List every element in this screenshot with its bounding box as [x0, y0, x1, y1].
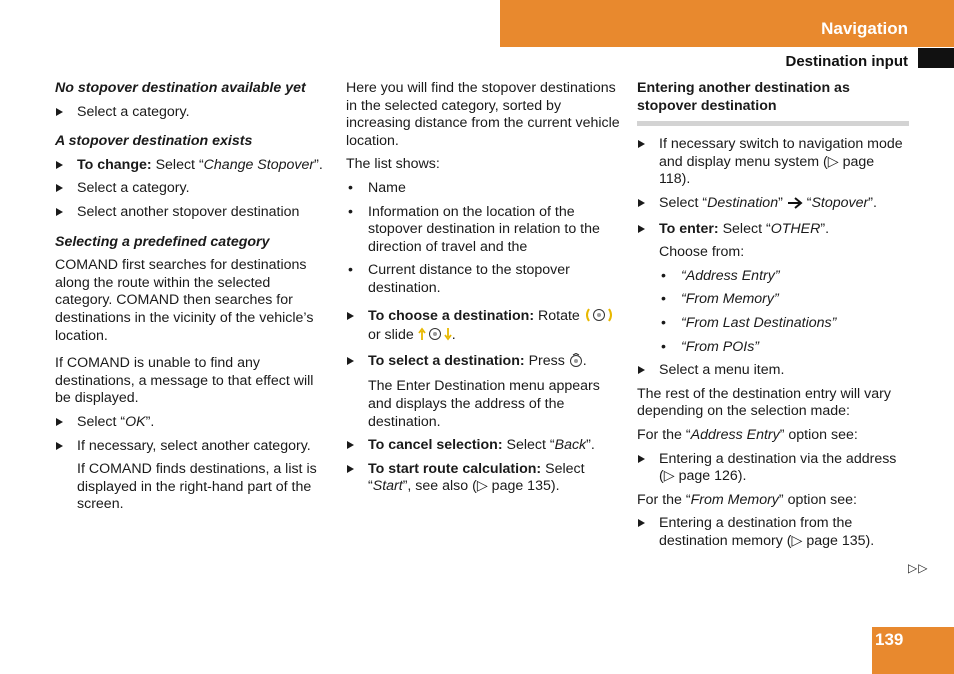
arrow-right-icon [787, 197, 803, 215]
step-select-destination-stopover: Select “Destination” “Stopover”. [637, 195, 909, 215]
paragraph-choose-from: Choose from: [659, 244, 745, 261]
option-from-pois: • “From POIs” [661, 338, 760, 355]
subheading-stopover-exists: A stopover destination exists [55, 133, 253, 150]
paragraph-stopover-list: Here you will find the stopover destinations in the selected category, sorted by increasing distance from the current vehicle location. [346, 80, 620, 149]
press-controller-icon [569, 353, 583, 373]
page-number: 139 [875, 630, 904, 649]
paragraph-comand-searches: COMAND first searches for destinations along the route within the selected category. COMAND then searches for destinations in the vicinity of the vehicle’s location. [55, 257, 314, 344]
subheading-predefined-category: Selecting a predefined category [55, 233, 270, 250]
step-select-category-2: Select a category. [55, 180, 330, 198]
step-to-enter: To enter: Select “OTHER”. [637, 221, 909, 239]
paragraph-address-entry-option: For the “Address Entry” option see: [637, 426, 858, 443]
step-select-ok: Select “OK”. [55, 414, 330, 432]
header-title: Navigation [821, 19, 908, 38]
list-item-location-info: • Information on the location of the stopover destination in relation to the direction of travel and the [348, 203, 600, 255]
step-cancel-selection: To cancel selection: Select “Back”. [346, 437, 621, 455]
step-select-destination: To select a destination: Press . [346, 353, 621, 373]
paragraph-unable-to-find: If COMAND is unable to find any destinations, a message to that effect will be displayed. [55, 355, 314, 407]
paragraph-rest-of-entry: The rest of the destination entry will vary depending on the selection made: [637, 385, 891, 420]
step-entering-from-memory: Entering a destination from the destination memory (▷ page 135). [637, 515, 909, 550]
step-to-change: To change: Select “Change Stopover”. [55, 157, 330, 175]
slide-controller-icon [418, 327, 452, 347]
list-item-distance: • Current distance to the stopover destination. [348, 262, 570, 296]
option-from-last-destinations: • “From Last Destinations” [661, 314, 837, 331]
option-address-entry: • “Address Entry” [661, 267, 780, 284]
paragraph-list-displayed: If COMAND finds destinations, a list is displayed in the right-hand part of the screen. [77, 461, 317, 513]
step-select-category: Select a category. [55, 104, 330, 122]
column-2 [346, 80, 621, 502]
paragraph-enter-destination-menu: The Enter Destination menu appears and displays the address of the destination. [368, 378, 600, 430]
option-from-memory: • “From Memory” [661, 291, 779, 308]
step-select-another-category: If necessary, select another category. [55, 438, 330, 456]
column-1 [55, 80, 330, 520]
column-3 [637, 80, 909, 556]
list-item-name: • Name [348, 179, 406, 196]
step-select-menu-item: Select a menu item. [637, 362, 909, 380]
paragraph-from-memory-option: For the “From Memory” option see: [637, 491, 857, 508]
subheading-no-stopover: No stopover destination available yet [55, 80, 306, 96]
step-select-another-stopover: Select another stopover destination [55, 204, 330, 222]
step-entering-via-address: Entering a destination via the address (▷ page 126). [637, 451, 909, 486]
section-tab-marker [918, 48, 954, 68]
continue-marker: ▷▷ [908, 561, 929, 575]
section-title: Destination input [785, 53, 908, 70]
rotate-controller-icon [584, 308, 614, 328]
heading-rule [637, 121, 909, 126]
heading-another-destination: Entering another destination as stopover destination [637, 80, 850, 114]
step-choose-destination: To choose a destination: Rotate or slide . [346, 308, 621, 347]
paragraph-list-shows: The list shows: [346, 156, 440, 173]
step-switch-navigation: If necessary switch to navigation mode and display menu system (▷ page 118). [637, 136, 909, 189]
step-start-route-calculation: To start route calculation: Select “Start”, see also (▷ page 135). [346, 461, 621, 496]
